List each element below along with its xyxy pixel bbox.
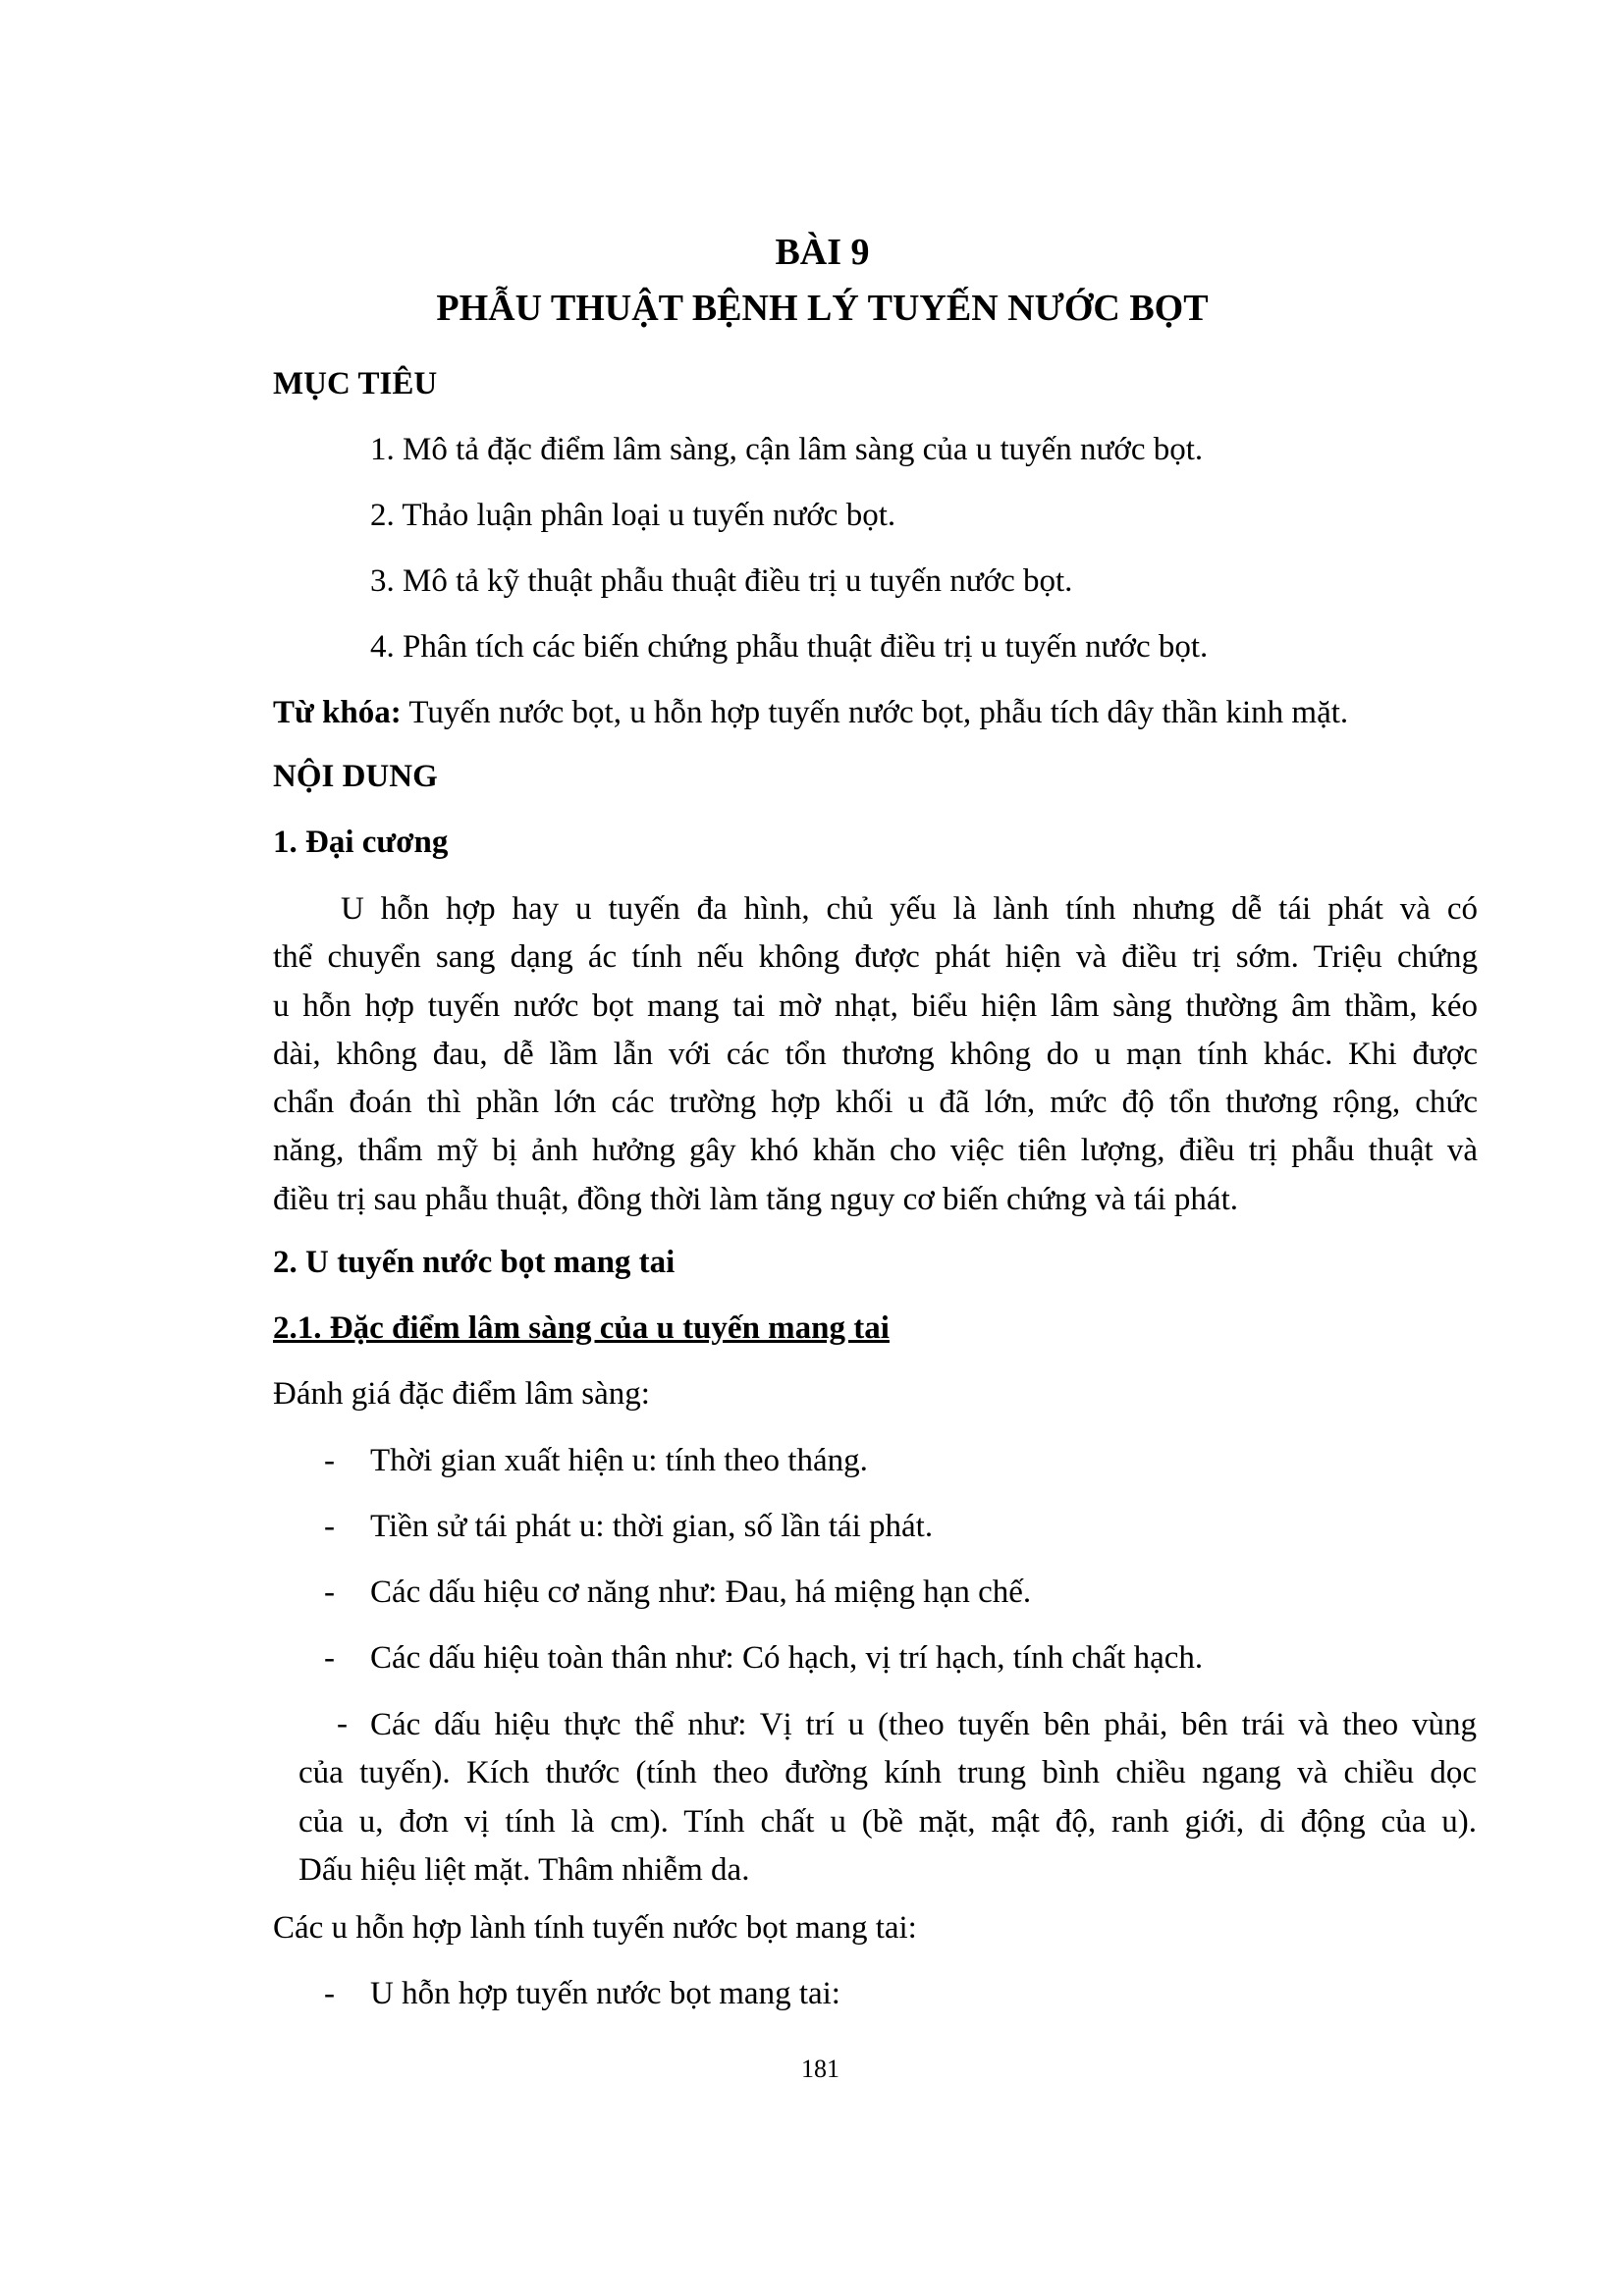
bullet-dash: - — [337, 1706, 348, 1741]
bullet-item: Các dấu hiệu toàn thân như: Có hạch, vị trí hạch, tính chất hạch. — [370, 1640, 1204, 1676]
paragraph-line: chẩn đoán thì phần lớn các trường hợp khối u đã lớn, mức độ tổn thương rộng, chức — [273, 1085, 1478, 1121]
benign-intro: Các u hỗn hợp lành tính tuyến nước bọt mang tai: — [273, 1910, 917, 1946]
paragraph-line: thể chuyển sang dạng ác tính nếu không được phát hiện và điều trị sớm. Triệu chứng — [273, 939, 1478, 976]
paragraph-line: năng, thẩm mỹ bị ảnh hưởng gây khó khăn cho việc tiên lượng, điều trị phẫu thuật và — [273, 1133, 1478, 1169]
clinical-intro: Đánh giá đặc điểm lâm sàng: — [273, 1376, 650, 1412]
paragraph-line: Dấu hiệu liệt mặt. Thâm nhiễm da. — [298, 1851, 750, 1888]
paragraph-line: của tuyến). Kích thước (tính theo đường kính trung bình chiều ngang và chiều dọc — [298, 1755, 1477, 1791]
objective-item: 1. Mô tả đặc điểm lâm sàng, cận lâm sàng của u tuyến nước bọt. — [370, 432, 1204, 467]
paragraph-line: Các dấu hiệu thực thể như: Vị trí u (theo tuyến bên phải, bên trái và theo vùng — [370, 1707, 1477, 1742]
objective-item: 4. Phân tích các biến chứng phẫu thuật điều trị u tuyến nước bọt. — [370, 629, 1209, 665]
keywords-line — [273, 695, 1348, 731]
paragraph-line: dài, không đau, dễ lầm lẫn với các tổn thương không do u mạn tính khác. Khi được — [273, 1036, 1478, 1072]
bullet-dash: - — [324, 1443, 335, 1478]
paragraph-line: U hỗn hợp hay u tuyến đa hình, chủ yếu là lành tính nhưng dễ tái phát và có — [341, 891, 1478, 927]
keywords-text: Tuyến nước bọt, u hỗn hợp tuyến nước bọt, phẫu tích dây thần kinh mặt. — [401, 695, 1349, 730]
section2-1-heading: 2.1. Đặc điểm lâm sàng của u tuyến mang tai — [273, 1310, 890, 1346]
content-heading: NỘI DUNG — [273, 759, 438, 794]
bullet-item: U hỗn hợp tuyến nước bọt mang tai: — [370, 1976, 840, 2011]
page-number: 181 — [801, 2055, 839, 2083]
bullet-item: Thời gian xuất hiện u: tính theo tháng. — [370, 1443, 868, 1478]
lesson-title: PHẪU THUẬT BỆNH LÝ TUYẾN NƯỚC BỌT — [436, 288, 1209, 329]
bullet-item: Tiền sử tái phát u: thời gian, số lần tái phát. — [370, 1509, 934, 1544]
section1-heading: 1. Đại cương — [273, 825, 449, 860]
objective-item: 3. Mô tả kỹ thuật phẫu thuật điều trị u tuyến nước bọt. — [370, 563, 1073, 599]
objectives-heading: MỤC TIÊU — [273, 366, 438, 401]
section1-paragraph — [273, 885, 1478, 1224]
keywords-label: Từ khóa: — [273, 695, 402, 730]
paragraph-line: u hỗn hợp tuyến nước bọt mang tai mờ nhạt, biểu hiện lâm sàng thường âm thầm, kéo — [273, 988, 1478, 1024]
bullet-item: Các dấu hiệu cơ năng như: Đau, há miệng hạn chế. — [370, 1575, 1032, 1610]
bullet-dash: - — [324, 1575, 335, 1610]
bullet-dash: - — [324, 1976, 335, 2011]
long-bullet — [298, 1701, 1477, 1895]
lesson-number: BÀI 9 — [775, 232, 870, 273]
paragraph-line: điều trị sau phẫu thuật, đồng thời làm tăng nguy cơ biến chứng và tái phát. — [273, 1181, 1238, 1217]
objective-item: 2. Thảo luận phân loại u tuyến nước bọt. — [370, 498, 896, 533]
section2-heading: 2. U tuyến nước bọt mang tai — [273, 1245, 676, 1280]
bullet-dash: - — [324, 1640, 335, 1676]
paragraph-line: của u, đơn vị tính là cm). Tính chất u (bề mặt, mật độ, ranh giới, di động của u). — [298, 1803, 1477, 1840]
bullet-dash: - — [324, 1509, 335, 1544]
